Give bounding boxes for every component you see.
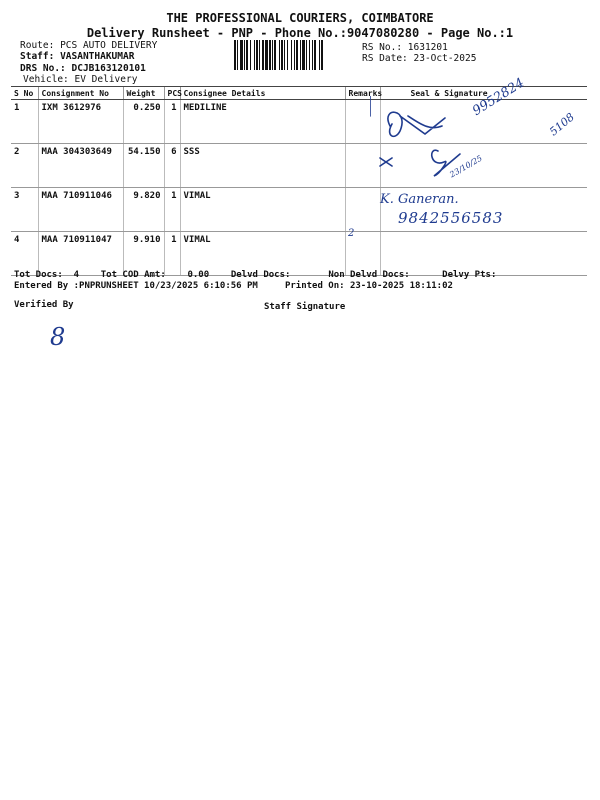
route-value: PCS AUTO DELIVERY — [60, 40, 158, 51]
barcode-bar — [265, 40, 268, 70]
cell-consignment: IXM 3612976 — [38, 100, 123, 144]
handwritten-name: K. Ganeran. — [380, 192, 459, 207]
barcode-bar — [294, 40, 295, 70]
barcode-bar — [269, 40, 271, 70]
cell-consignee: VIMAL — [180, 232, 345, 276]
cell-weight: 9.820 — [123, 188, 164, 232]
company-name: THE PROFESSIONAL COURIERS, COIMBATORE — [166, 11, 434, 25]
handwritten-number: 9952824 — [470, 75, 528, 119]
cell-pcs: 1 — [164, 232, 180, 276]
cell-consignee: MEDILINE — [180, 100, 345, 144]
cell-sno: 2 — [11, 144, 38, 188]
handwritten-note: 5108 — [547, 110, 577, 139]
barcode-bar — [314, 40, 316, 70]
col-header-remarks: Remarks — [345, 87, 380, 100]
cell-weight: 54.150 — [123, 144, 164, 188]
cell-consignment: MAA 710911047 — [38, 232, 123, 276]
handwritten-phone: 9842556583 — [398, 209, 504, 227]
staff-value: VASANTHAKUMAR — [60, 51, 135, 62]
barcode-bar — [250, 40, 251, 70]
cross-mark — [380, 158, 392, 166]
staff-label: Staff: — [20, 51, 55, 62]
col-header-pcs: PCS — [164, 87, 180, 100]
barcode-bar — [309, 40, 310, 70]
barcode-bar — [300, 40, 301, 70]
barcode-bar — [284, 40, 285, 70]
drs-line — [20, 63, 146, 74]
rs-no-line — [362, 42, 448, 53]
rs-no-value: 1631201 — [407, 42, 448, 53]
entry-line — [14, 281, 453, 291]
barcode-bar — [256, 40, 258, 70]
rs-date-value: 23-Oct-2025 — [413, 53, 477, 64]
barcode-bar — [246, 40, 248, 70]
barcode-bar — [321, 40, 323, 70]
rs-no-label: RS No.: — [362, 42, 403, 53]
drs-value: DCJB163120101 — [71, 63, 146, 74]
cell-consignee: VIMAL — [180, 188, 345, 232]
tot-docs-label: Tot Docs: — [14, 270, 63, 280]
barcode-bar — [302, 40, 305, 70]
col-header-signature: Seal & Signature — [380, 87, 587, 100]
verified-mark: 8 — [50, 323, 66, 351]
staff-signature-label: Staff Signature — [264, 302, 346, 312]
barcode-bar — [240, 40, 243, 70]
rs-date-line — [362, 53, 476, 64]
barcode-bar — [306, 40, 307, 70]
col-header-sno: S No — [11, 87, 38, 100]
staff-line — [20, 51, 134, 62]
cell-pcs: 6 — [164, 144, 180, 188]
col-header-consignee: Consignee Details — [180, 87, 345, 100]
cell-consignment: MAA 710911046 — [38, 188, 123, 232]
tot-cod-label: Tot COD Amt: — [100, 270, 166, 280]
non-delvd-docs-label: Non Delvd Docs: — [328, 270, 410, 280]
printed-on-value: 23-10-2025 18:11:02 — [349, 281, 453, 291]
cell-sno: 4 — [11, 232, 38, 276]
signature-scribble-1 — [388, 112, 445, 136]
barcode-bar — [274, 40, 276, 70]
barcode-bar — [244, 40, 245, 70]
verified-by-label: Verified By — [14, 300, 74, 310]
barcode-bar — [287, 40, 288, 70]
vehicle-value: EV Delivery — [74, 74, 138, 85]
runsheet-title: Delivery Runsheet - PNP - Phone No.:9047080280 - Page No.:1 — [86, 26, 514, 40]
vehicle-line — [23, 74, 137, 85]
cell-sno: 1 — [11, 100, 38, 144]
cell-consignee: SSS — [180, 144, 345, 188]
entered-by-label: Entered By : — [14, 281, 80, 291]
barcode-bar — [259, 40, 260, 70]
barcode-bar — [291, 40, 292, 70]
barcode-bar — [254, 40, 255, 70]
barcode-bar — [262, 40, 264, 70]
tot-cod-value: 0.00 — [187, 270, 210, 280]
barcode-bar — [279, 40, 280, 70]
delvy-pts-label: Delvy Pts: — [442, 270, 497, 280]
col-header-weight: Weight — [123, 87, 164, 100]
cell-weight: 9.910 — [123, 232, 164, 276]
route-label: Route: — [20, 40, 55, 51]
cell-sno: 3 — [11, 188, 38, 232]
circled-number: 2 — [348, 228, 355, 239]
barcode-bar — [312, 40, 313, 70]
barcode-bar — [237, 40, 238, 70]
barcode-bar — [234, 40, 236, 70]
tot-docs-value: 4 — [73, 270, 80, 280]
printed-on-label: Printed On: — [284, 281, 345, 291]
delvd-docs-label: Delvd Docs: — [230, 270, 291, 280]
barcode — [233, 40, 361, 70]
barcode-bar — [319, 40, 320, 70]
cell-pcs: 1 — [164, 100, 180, 144]
totals-line — [14, 270, 496, 280]
rs-date-label: RS Date: — [362, 53, 408, 64]
cell-weight: 0.250 — [123, 100, 164, 144]
entered-by-value: PNPRUNSHEET 10/23/2025 6:10:56 PM — [79, 281, 258, 291]
barcode-bar — [296, 40, 298, 70]
cell-pcs: 1 — [164, 188, 180, 232]
route-line — [20, 40, 157, 51]
barcode-bar — [281, 40, 283, 70]
col-header-consignment: Consignment No — [38, 87, 123, 100]
cell-consignment: MAA 304303649 — [38, 144, 123, 188]
vehicle-label: Vehicle: — [23, 74, 69, 85]
barcode-bar — [272, 40, 273, 70]
handwritten-date: 23/10/25 — [448, 153, 484, 180]
drs-label: DRS No.: — [20, 63, 66, 74]
